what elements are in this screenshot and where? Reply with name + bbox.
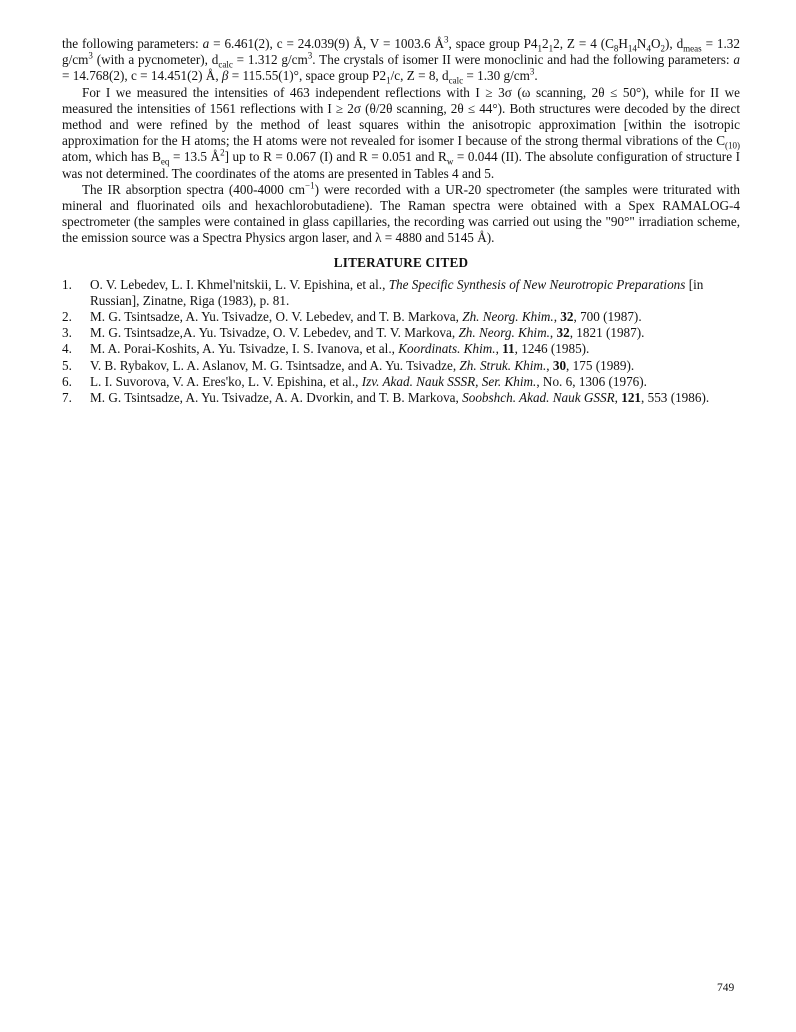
- section-heading: LITERATURE CITED: [333, 254, 469, 270]
- reference-text: M. A. Porai-Koshits, A. Yu. Tsivadze, I. S. Ivanova, et al., Koordinats. Khim., 11, 1246 (1985).: [90, 341, 590, 357]
- reference-item: [62, 277, 740, 309]
- paragraph-reflections: For I we measured the intensities of 463 independent reflections with I ≥ 3σ (ω scanning, 2θ ≤ 50°), while for II we measured the intensities of 1561 reflections with I ≥ 2σ (θ/2θ scanning, 2θ ≤ 44°). Both structures were decoded by the direct method and were refined by the method of least squares within the anisotropic approximation [within the isotropic approximation for the H atoms; the H atoms were not revealed for isomer I because of the strong thermal vibrations of the $C_{(10)}$ atom, which has $B_{eq} = 13.5$ $Å^2$] up to R = 0.067 (I) and R = 0.051 and $R_w = 0.044$ (II). The absolute configuration of structure I was not determined. The coordinates of the atoms are presented in Tables 4 and 5.: [62, 84, 740, 181]
- reference-number: 2.: [62, 309, 72, 325]
- reference-number: 5.: [62, 357, 72, 373]
- reference-number: 4.: [62, 341, 72, 357]
- page-number: 749: [717, 982, 735, 994]
- reference-item: [62, 390, 740, 406]
- paragraph-crystal-parameters: the following parameters: a = 6.461(2), c = 24.039(9) Å, V = 1003.6 $Å^3$, space group $P4_12_12$, Z = 4 $(C_8H_{14}N_4O_2)$, $d_{meas} = 1.32$ $g/cm^3$ (with a pycnometer), $d_{calc} = 1.312$ $g/cm^3$. The crystals of isomer II were monoclinic and had the following parameters: a = 14.768(2), c = 14.451(2) Å, β = 115.55(1)°, space group $P2_1/c$, Z = 8, $d_{calc} = 1.30$ $g/cm^3$.: [62, 34, 740, 87]
- reference-number: 3.: [62, 325, 72, 341]
- reference-text: O. V. Lebedev, L. I. Khmel'nitskii, L. V. Epishina, et al., The Specific Synthesis of New Neurotropic Preparations [in Russian], Zinatne, Riga (1983), p. 81.: [90, 276, 704, 308]
- reference-item: [62, 309, 740, 325]
- reference-item: [62, 325, 740, 341]
- reference-number: 7.: [62, 390, 72, 406]
- reference-list: [62, 277, 740, 407]
- page-content: [62, 36, 740, 406]
- paragraph-spectra: The IR absorption spectra (400-4000 $cm^{-1}$) were recorded with a UR-20 spectrometer (the samples were triturated with mineral and fluorinated oils and hexachlorobutadiene). The Raman spectra were obtained with a Spex RAMALOG-4 spectrometer (the samples were contained in glass capillaries, the recording was carried out using the "90°" irradiation scheme, the emission source was a Spectra Physics argon laser, and λ = 4880 and 5145 Å).: [62, 180, 740, 246]
- reference-item: [62, 374, 740, 390]
- reference-text: M. G. Tsintsadze,A. Yu. Tsivadze, O. V. Lebedev, and T. V. Markova, Zh. Neorg. Khim., 32, 1821 (1987).: [90, 325, 645, 341]
- reference-text: M. G. Tsintsadze, A. Yu. Tsivadze, A. A. Dvorkin, and T. B. Markova, Soobshch. Akad. Nauk GSSR, 121, 553 (1986).: [90, 390, 710, 406]
- reference-text: L. I. Suvorova, V. A. Eres'ko, L. V. Epishina, et al., Izv. Akad. Nauk SSSR, Ser. Khim., No. 6, 1306 (1976).: [90, 373, 647, 389]
- reference-text: V. B. Rybakov, L. A. Aslanov, M. G. Tsintsadze, and A. Yu. Tsivadze, Zh. Struk. Khim., 30, 175 (1989).: [90, 357, 635, 373]
- body-text: [62, 36, 740, 247]
- reference-number: 6.: [62, 373, 72, 389]
- reference-item: [62, 341, 740, 357]
- reference-item: [62, 358, 740, 374]
- reference-text: M. G. Tsintsadze, A. Yu. Tsivadze, O. V. Lebedev, and T. B. Markova, Zh. Neorg. Khim., 32, 700 (1987).: [90, 309, 642, 325]
- reference-number: 1.: [62, 276, 72, 292]
